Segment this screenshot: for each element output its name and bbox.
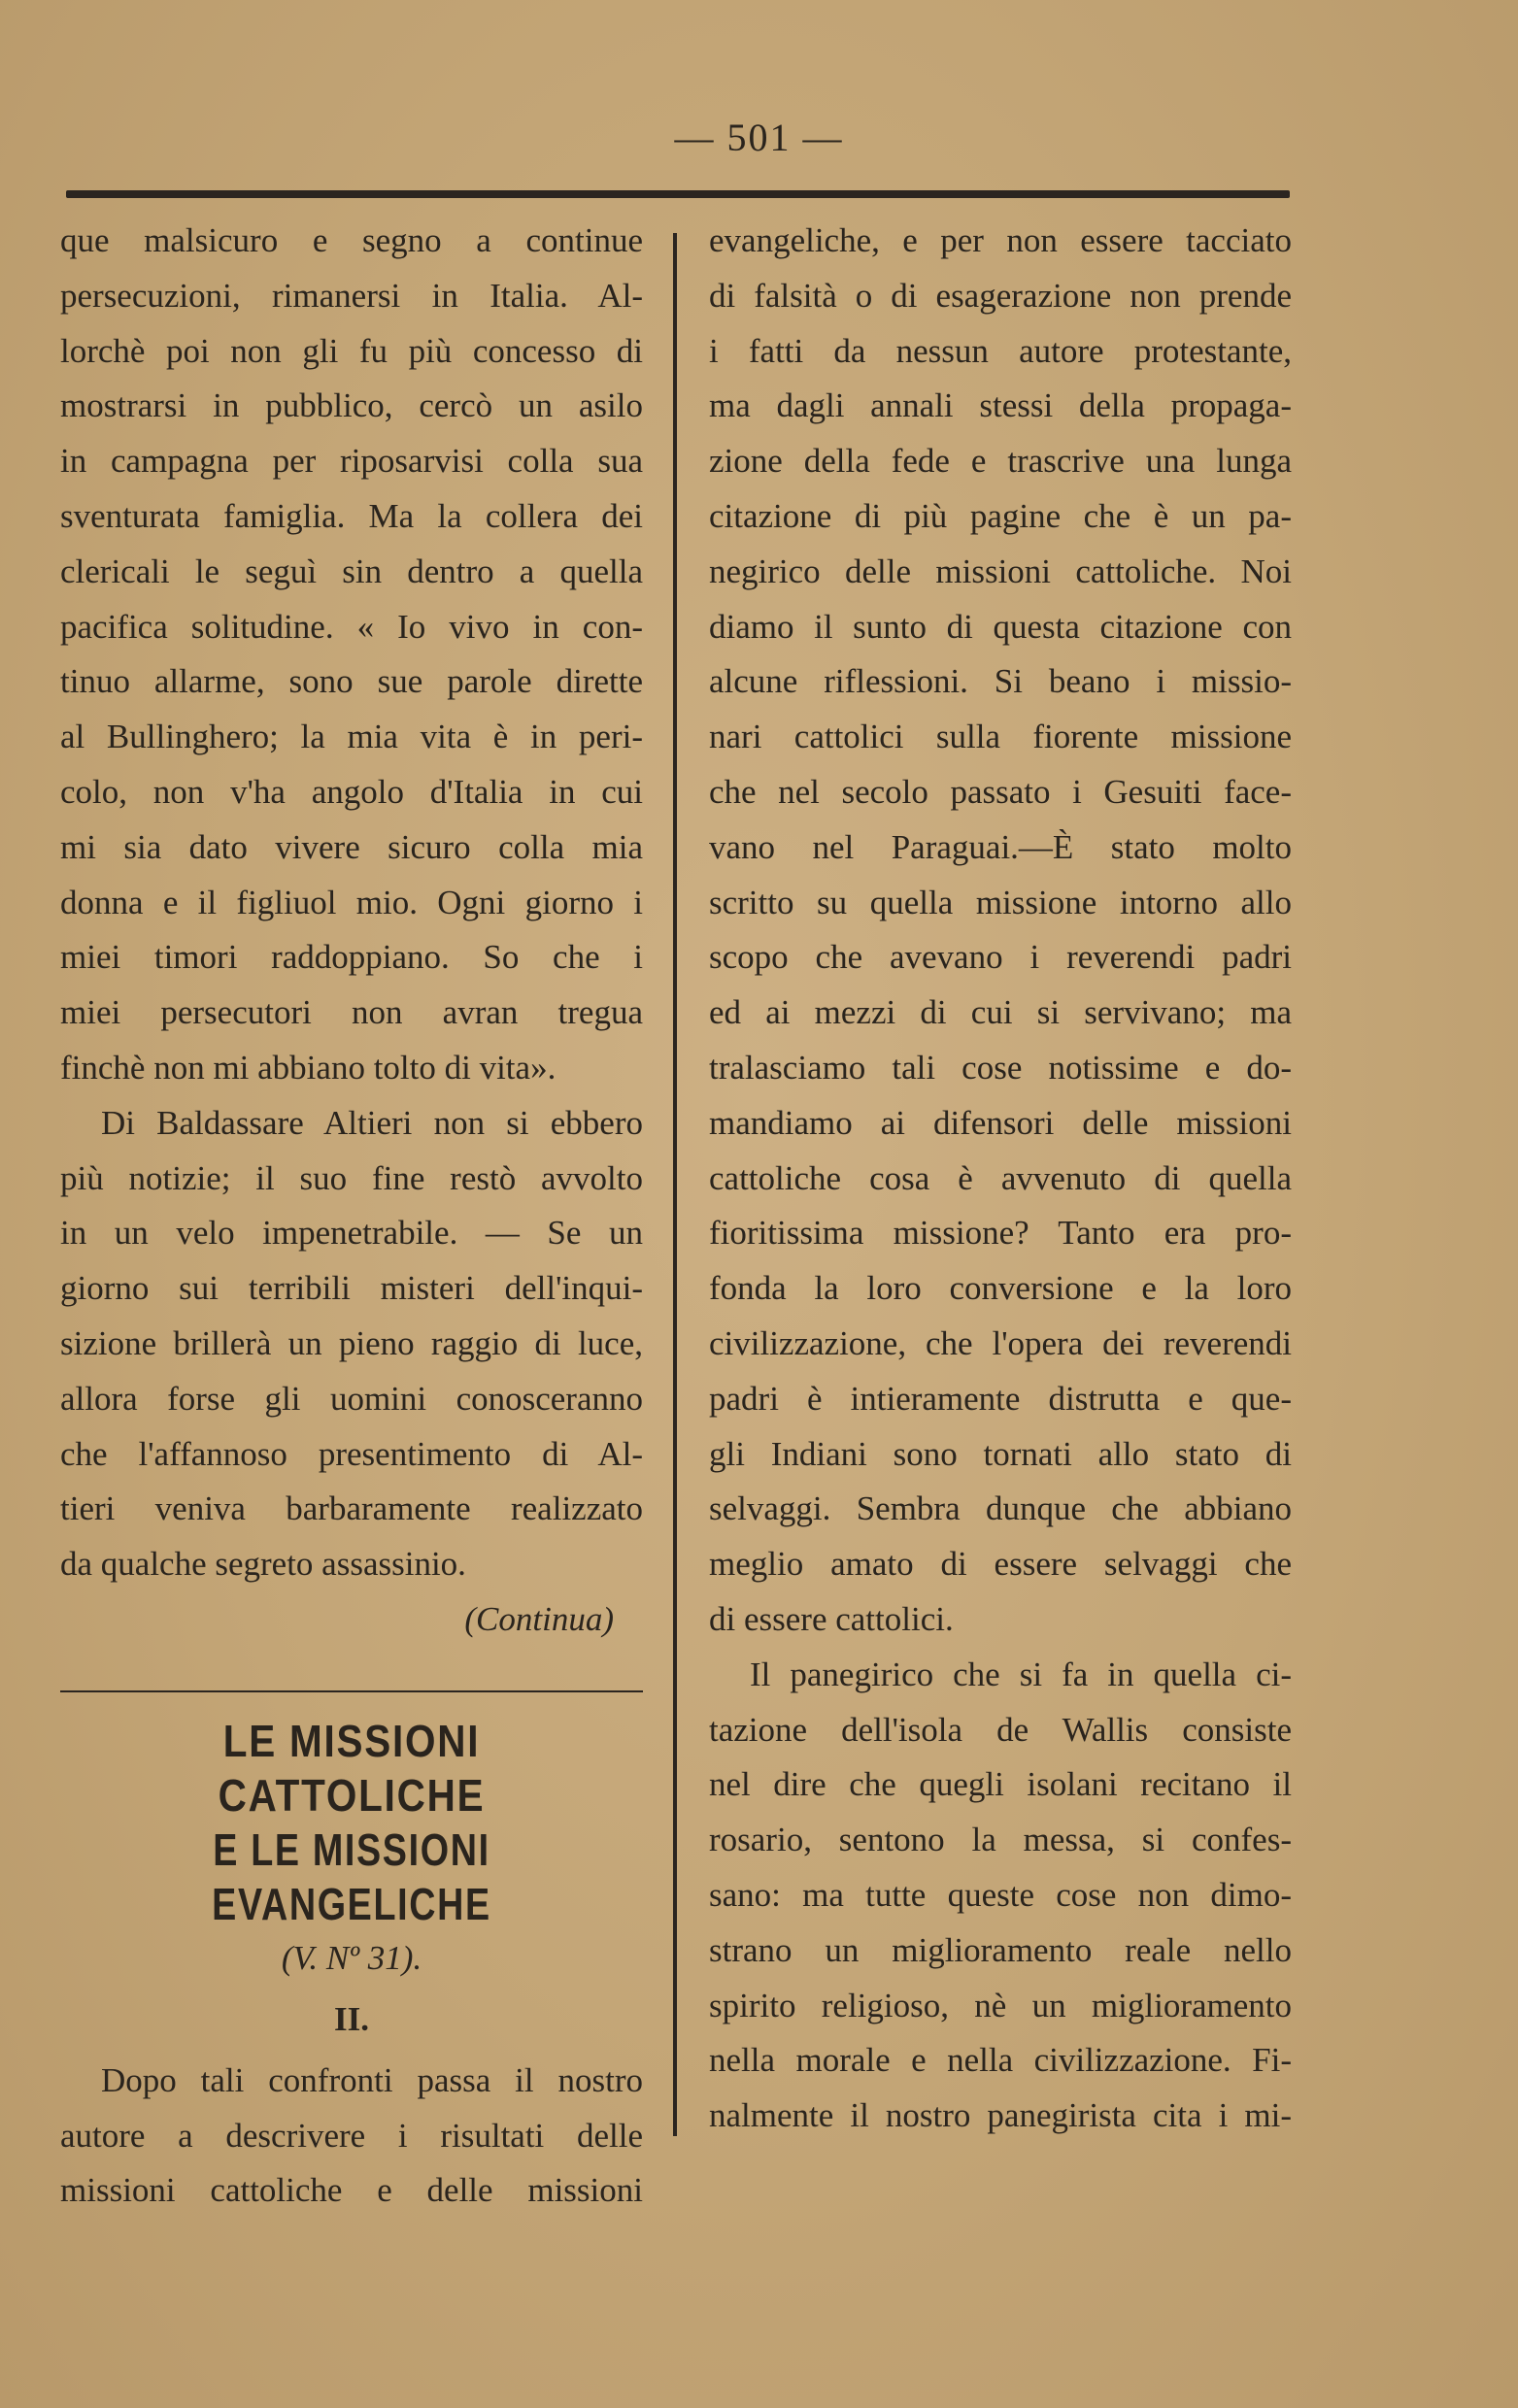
text-line: giorno sui terribili misteri dell'inqui- <box>60 1269 643 1308</box>
article-title-line-1: LE MISSIONI CATTOLICHE <box>218 1715 486 1821</box>
text-line: nel dire che quegli isolani recitano il <box>709 1765 1292 1804</box>
text-line: nalmente il nostro panegirista cita i mi- <box>709 2096 1292 2135</box>
text-line: cattoliche cosa è avvenuto di quella <box>709 1158 1292 1197</box>
article-title-line-2: E LE MISSIONI EVANGELICHE <box>212 1823 491 1929</box>
text-line: Di Baldassare Altieri non si ebbero <box>101 1103 643 1142</box>
text-line: Il panegirico che si fa in quella ci- <box>750 1655 1292 1693</box>
text-line: tieri veniva barbaramente realizzato <box>60 1489 643 1528</box>
text-line: gli Indiani sono tornati allo stato di <box>709 1434 1292 1473</box>
text-line: in campagna per riposarvisi colla sua <box>60 442 643 481</box>
continua-note: (Continua) <box>464 1599 614 1638</box>
right-column <box>709 214 1292 2144</box>
paragraph-paraguay-mission <box>709 214 1292 1648</box>
text-line: sventurata famiglia. Ma la collera dei <box>60 496 643 535</box>
page-number: — 501 — <box>674 116 844 159</box>
text-line: que malsicuro e segno a continue <box>60 221 643 259</box>
text-line: fioritissima missione? Tanto era pro- <box>709 1214 1292 1253</box>
text-line: donna e il figliuol mio. Ogni giorno i <box>60 883 643 921</box>
text-line: missioni cattoliche e delle missioni <box>60 2171 643 2210</box>
text-line: ed ai mezzi di cui si servivano; ma <box>709 993 1292 1032</box>
text-line: tazione dell'isola de Wallis consiste <box>709 1710 1292 1749</box>
text-line: padri è intieramente distrutta e que- <box>709 1379 1292 1418</box>
text-line: allora forse gli uomini conosceranno <box>60 1379 643 1418</box>
text-line: vano nel Paraguai.—È stato molto <box>709 827 1292 866</box>
paragraph-wallis-island <box>709 1648 1292 2144</box>
text-line: tralasciamo tali cose notissime e do- <box>709 1048 1292 1087</box>
text-line: scopo che avevano i reverendi padri <box>709 938 1292 977</box>
text-line: da qualche segreto assassinio. <box>60 1545 466 1584</box>
text-line: fonda la loro conversione e la loro <box>709 1269 1292 1308</box>
paragraph-altieri-persecution <box>60 214 643 1096</box>
text-line: autore a descrivere i risultati delle <box>60 2116 643 2155</box>
text-line: pacifica solitudine. « Io vivo in con- <box>60 607 643 646</box>
text-line: nella morale e nella civilizzazione. Fi- <box>709 2041 1292 2080</box>
text-line: selvaggi. Sembra dunque che abbiano <box>709 1489 1292 1528</box>
text-line: evangeliche, e per non essere tacciato <box>709 221 1292 259</box>
paragraph-altieri-fate <box>60 1096 643 1592</box>
text-line: miei timori raddoppiano. So che i <box>60 938 643 977</box>
text-line: civilizzazione, che l'opera dei reverendi <box>709 1323 1292 1362</box>
text-line: meglio amato di essere selvaggi che <box>709 1545 1292 1584</box>
text-line: diamo il sunto di questa citazione con <box>709 607 1292 646</box>
text-line: ma dagli annali stessi della propaga- <box>709 386 1292 425</box>
text-line: rosario, sentono la messa, si confes- <box>709 1821 1292 1859</box>
section-divider <box>60 1690 643 1692</box>
left-column <box>60 214 643 2219</box>
text-line: miei persecutori non avran tregua <box>60 993 643 1032</box>
text-line: scritto su quella missione intorno allo <box>709 883 1292 921</box>
text-line: sano: ma tutte queste cose non dimo- <box>709 1875 1292 1914</box>
text-line: persecuzioni, rimanersi in Italia. Al- <box>60 276 643 315</box>
text-line: citazione di più pagine che è un pa- <box>709 496 1292 535</box>
text-line: in un velo impenetrabile. — Se un <box>60 1214 643 1253</box>
text-line: che nel secolo passato i Gesuiti face- <box>709 772 1292 811</box>
text-line: che l'affannoso presentimento di Al- <box>60 1434 643 1473</box>
text-line: mostrarsi in pubblico, cercò un asilo <box>60 386 643 425</box>
text-line: i fatti da nessun autore protestante, <box>709 331 1292 370</box>
text-line: colo, non v'ha angolo d'Italia in cui <box>60 772 643 811</box>
article-section-number: II. <box>334 1999 369 2038</box>
paragraph-article-intro <box>60 2054 643 2219</box>
header-rule <box>66 190 1290 198</box>
column-divider <box>673 233 677 2136</box>
text-line: di essere cattolici. <box>709 1599 954 1638</box>
text-line: al Bullinghero; la mia vita è in peri- <box>60 718 643 756</box>
text-line: negirico delle missioni cattoliche. Noi <box>709 552 1292 590</box>
text-line: lorchè poi non gli fu più concesso di <box>60 331 643 370</box>
text-line: di falsità o di esagerazione non prende <box>709 276 1292 315</box>
text-line: Dopo tali confronti passa il nostro <box>101 2060 643 2099</box>
text-line: clericali le seguì sin dentro a quella <box>60 552 643 590</box>
text-line: alcune riflessioni. Si beano i missio- <box>709 662 1292 701</box>
text-line: più notizie; il suo fine restò avvolto <box>60 1158 643 1197</box>
article-reference: (V. Nº 31). <box>281 1938 422 1977</box>
text-line: zione della fede e trascrive una lunga <box>709 442 1292 481</box>
text-line: spirito religioso, nè un miglioramento <box>709 1986 1292 2024</box>
text-line: finchè non mi abbiano tolto di vita». <box>60 1048 557 1087</box>
text-line: sizione brillerà un pieno raggio di luce, <box>60 1323 643 1362</box>
text-line: mi sia dato vivere sicuro colla mia <box>60 827 643 866</box>
text-line: mandiamo ai difensori delle missioni <box>709 1103 1292 1142</box>
text-line: strano un miglioramento reale nello <box>709 1930 1292 1969</box>
text-line: tinuo allarme, sono sue parole dirette <box>60 662 643 701</box>
text-line: nari cattolici sulla fiorente missione <box>709 718 1292 756</box>
